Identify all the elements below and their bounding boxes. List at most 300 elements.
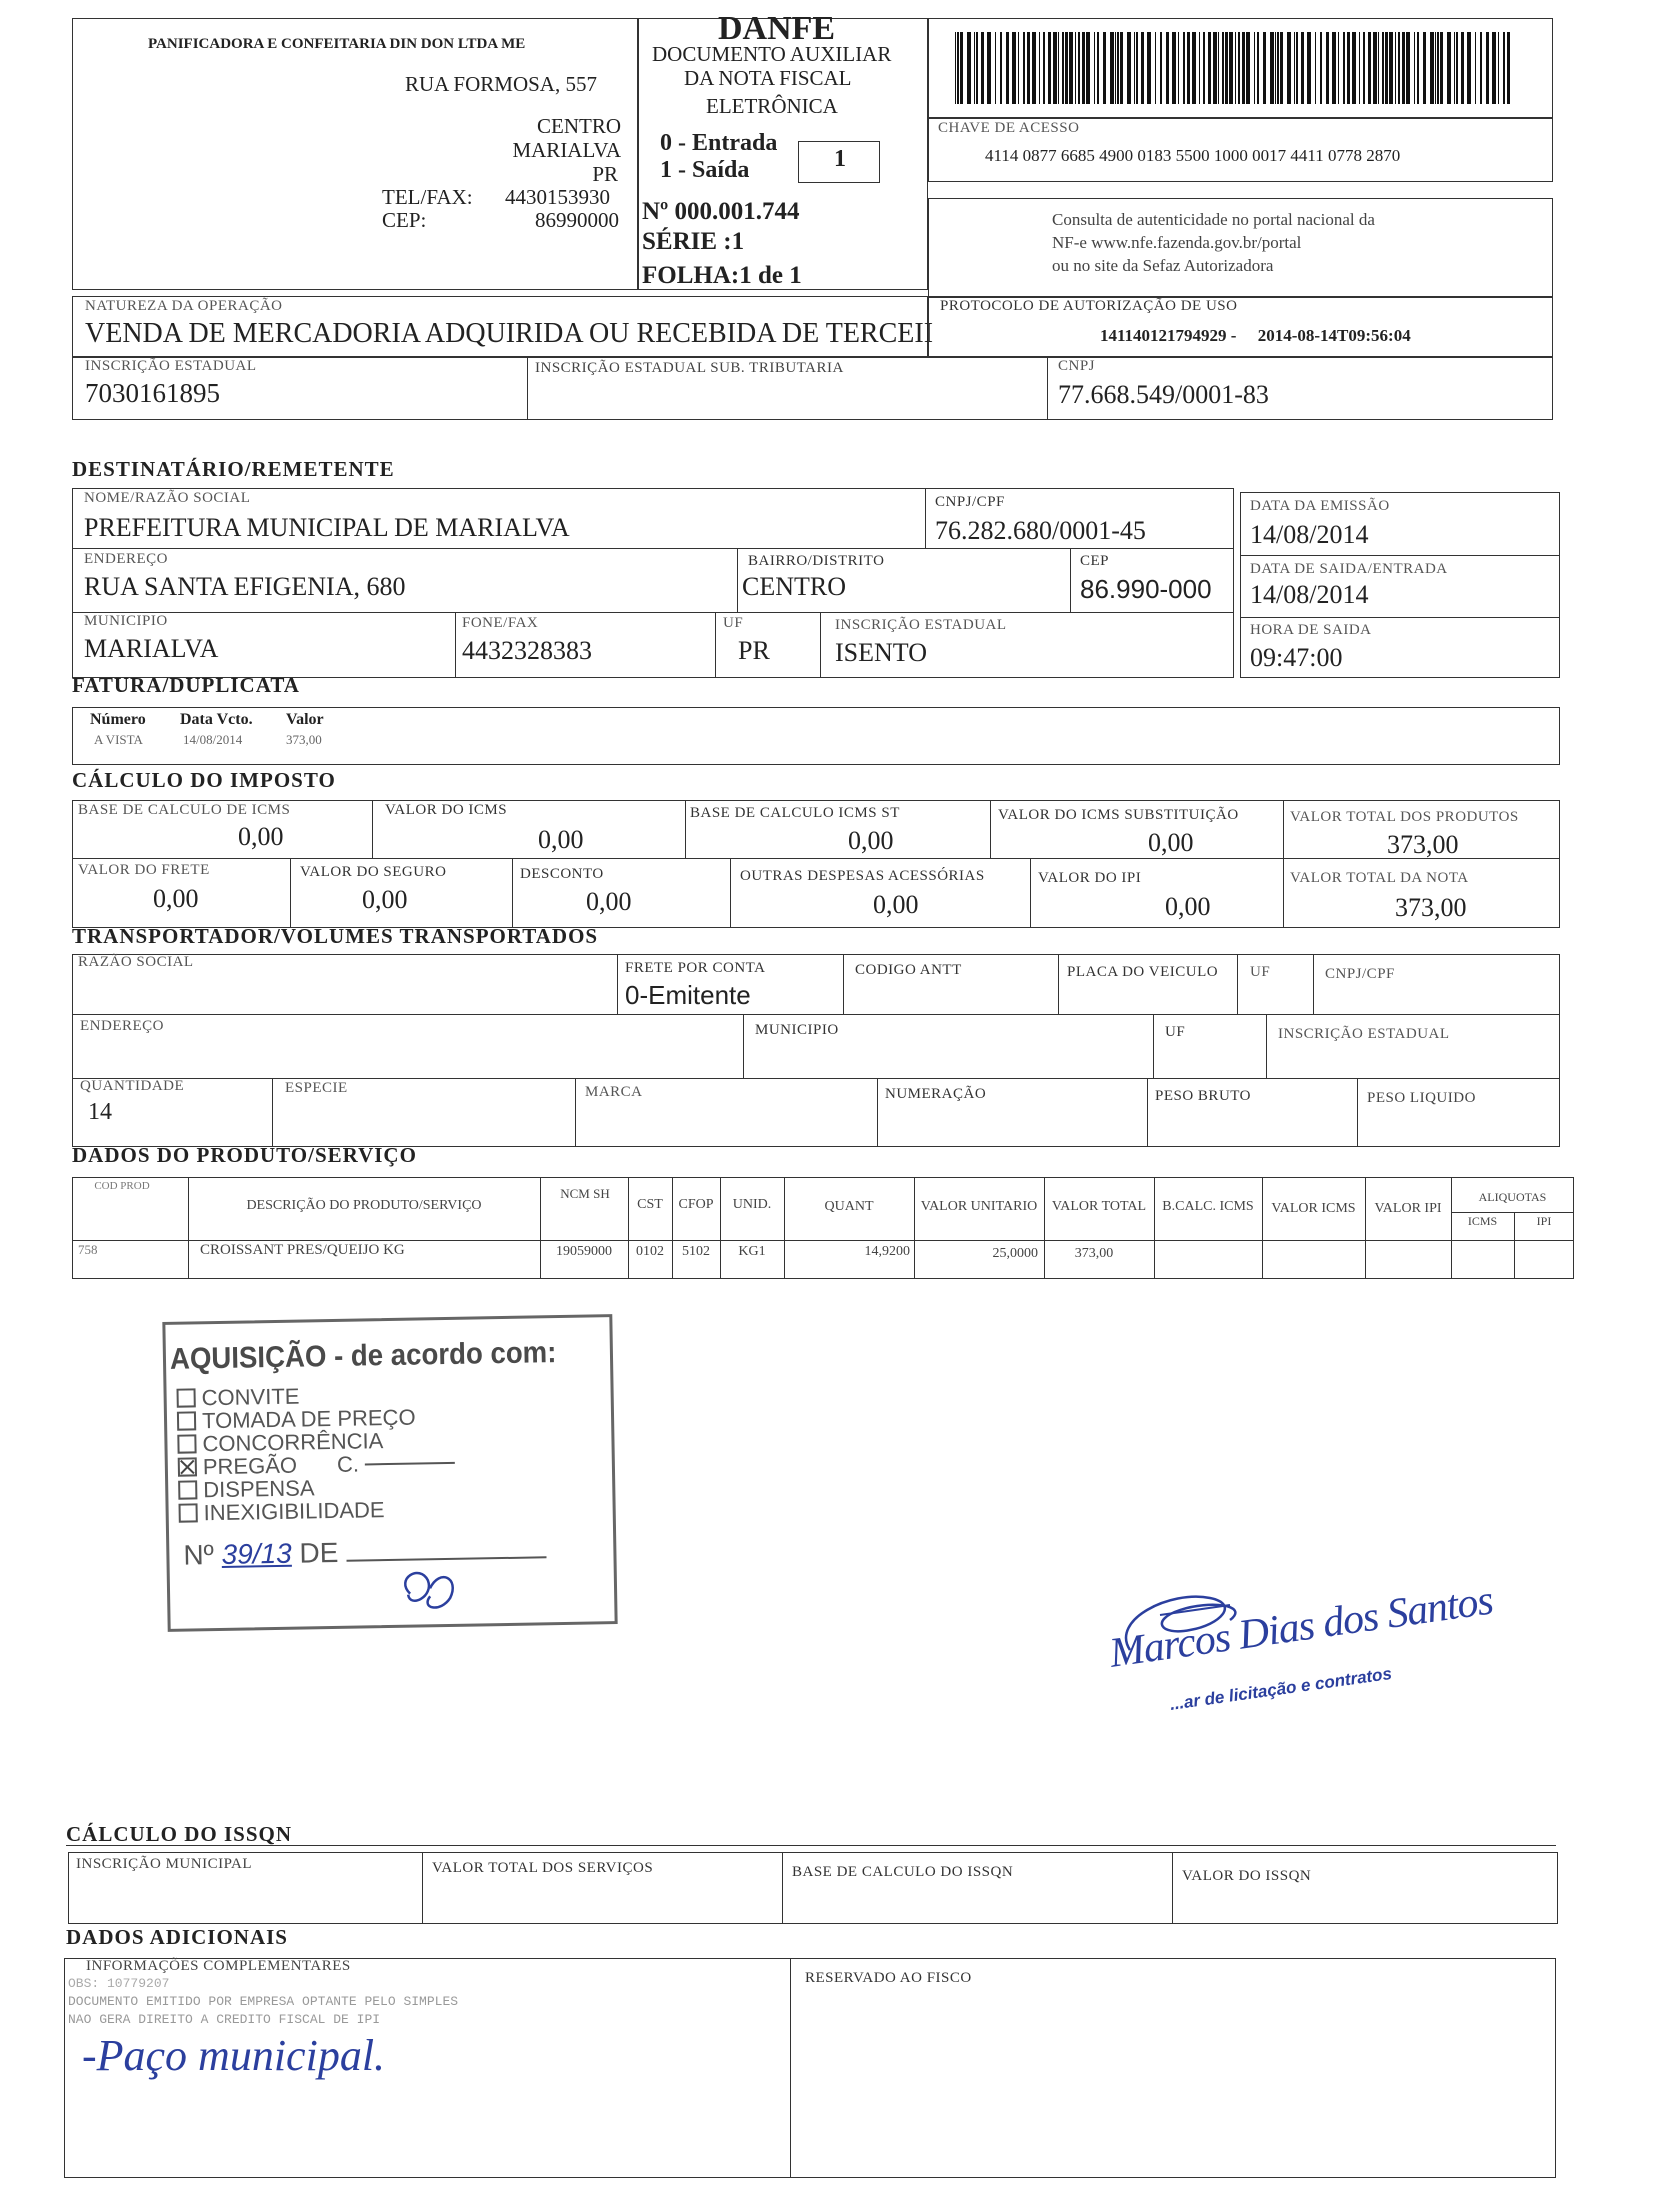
emitente-uf: PR xyxy=(592,162,618,186)
barcode-bar xyxy=(1294,32,1295,104)
stamp-rubric-signature xyxy=(390,1558,471,1619)
barcode-bar xyxy=(1027,32,1030,104)
divider xyxy=(1030,858,1031,928)
stamp-numero-line xyxy=(183,1533,546,1571)
icms-sub-label: VALOR DO ICMS SUBSTITUIÇÃO xyxy=(998,807,1239,823)
barcode-bar xyxy=(1503,32,1505,104)
barcode-bar xyxy=(1454,32,1455,104)
barcode-bar xyxy=(1155,32,1156,104)
base-st: 0,00 xyxy=(848,826,894,855)
divider xyxy=(72,1014,1560,1015)
barcode-bar xyxy=(1456,32,1458,104)
divider xyxy=(784,1177,785,1279)
dest-municipio: MARIALVA xyxy=(84,634,219,663)
issqn-box xyxy=(68,1852,1558,1924)
dest-bairro: CENTRO xyxy=(742,572,846,601)
divider xyxy=(672,1177,673,1279)
cell-descricao: CROISSANT PRES/QUEIJO KG xyxy=(200,1242,405,1258)
barcode-bar xyxy=(1492,32,1496,104)
signature-name: Marcos Dias dos Santos xyxy=(1106,1577,1496,1677)
dest-fone: 4432328383 xyxy=(462,636,592,665)
th-valor-unit: VALOR UNITARIO xyxy=(920,1199,1038,1214)
desconto-label: DESCONTO xyxy=(520,866,604,882)
barcode-bar xyxy=(1225,32,1228,104)
barcode-bar xyxy=(1023,32,1025,104)
barcode-bar xyxy=(1141,32,1144,104)
divider xyxy=(628,1177,629,1279)
natureza-label: NATUREZA DA OPERAÇÃO xyxy=(85,298,283,314)
th-quant: QUANT xyxy=(824,1199,874,1214)
chave-label: CHAVE DE ACESSO xyxy=(938,120,1080,136)
barcode-bar xyxy=(1301,32,1304,104)
divider xyxy=(1365,1177,1366,1279)
base-st-label: BASE DE CALCULO ICMS ST xyxy=(690,805,900,821)
divider xyxy=(737,548,738,612)
barcode-bar xyxy=(1257,32,1259,104)
barcode-bar xyxy=(1053,32,1057,104)
stamp-title: AQUISIÇÃO - de acordo com: xyxy=(169,1336,557,1376)
dest-saida-label: DATA DE SAIDA/ENTRADA xyxy=(1250,561,1448,577)
barcode-bar xyxy=(1475,32,1476,104)
divider xyxy=(372,800,373,858)
barcode-bar xyxy=(1094,32,1095,104)
divider xyxy=(914,1177,915,1279)
dest-endereco-label: ENDEREÇO xyxy=(84,551,168,567)
transp-marca-label: MARCA xyxy=(585,1084,643,1100)
fatura-numero: A VISTA xyxy=(94,732,143,747)
divider xyxy=(617,954,618,1014)
barcode-bar xyxy=(1012,32,1016,104)
barcode-bar xyxy=(1048,32,1051,104)
barcode-bar xyxy=(1127,32,1131,104)
transp-municipio-label: MUNICIPIO xyxy=(755,1022,839,1038)
dest-bairro-label: BAIRRO/DISTRITO xyxy=(748,553,885,569)
divider xyxy=(743,1014,744,1078)
barcode-bar xyxy=(1222,32,1224,104)
dest-ie: ISENTO xyxy=(835,638,927,667)
barcode-bar xyxy=(1461,32,1464,104)
dest-cep: 86.990-000 xyxy=(1080,574,1212,604)
barcode-bar xyxy=(1423,32,1426,104)
divider xyxy=(1451,1212,1574,1213)
stamp-numero-prefix: Nº xyxy=(183,1539,215,1571)
fatura-data: 14/08/2014 xyxy=(183,732,243,747)
barcode-bar xyxy=(1280,32,1283,104)
barcode-bar xyxy=(1343,32,1345,104)
divider xyxy=(1047,356,1048,420)
barcode-bar xyxy=(1242,32,1245,104)
barcode-bar xyxy=(995,32,996,104)
signature-role: ...ar de licitação e contratos xyxy=(1168,1663,1393,1714)
divider xyxy=(1153,1014,1154,1078)
divider xyxy=(720,1177,721,1279)
barcode-bar xyxy=(1270,32,1274,104)
barcode-bar xyxy=(955,32,956,104)
dest-emissao: 14/08/2014 xyxy=(1250,520,1369,549)
stamp-c-label: C. xyxy=(336,1451,360,1477)
barcode-bar xyxy=(1498,32,1499,104)
barcode-bar xyxy=(1238,32,1240,104)
emitente-cep-label: CEP: xyxy=(382,208,427,232)
emitente-cidade: MARIALVA xyxy=(512,138,621,162)
cell-unid: KG1 xyxy=(738,1244,766,1259)
dest-cnpj-label: CNPJ/CPF xyxy=(935,494,1005,510)
divider xyxy=(290,858,291,928)
dest-saida: 14/08/2014 xyxy=(1250,580,1369,609)
transp-uf2-label: UF xyxy=(1165,1024,1186,1040)
barcode-bar xyxy=(1414,32,1415,104)
barcode-bar xyxy=(1275,32,1276,104)
fatura-valor: 373,00 xyxy=(286,732,322,747)
ie-sub-label: INSCRIÇÃO ESTADUAL SUB. TRIBUTARIA xyxy=(535,360,844,376)
barcode-bar xyxy=(1134,32,1135,104)
barcode-bar xyxy=(1075,32,1076,104)
barcode-bar xyxy=(1382,32,1384,104)
danfe-title: DANFE xyxy=(718,10,836,47)
issqn-title: CÁLCULO DO ISSQN xyxy=(66,1822,293,1846)
consulta-line-3: ou no site da Sefaz Autorizadora xyxy=(1052,256,1274,275)
stamp-option-inexigibilidade xyxy=(178,1497,455,1525)
divider xyxy=(1313,954,1314,1014)
emitente-nome: PANIFICADORA E CONFEITARIA DIN DON LTDA ME xyxy=(148,36,526,52)
transp-frete: 0-Emitente xyxy=(625,980,751,1010)
transporte-title: TRANSPORTADOR/VOLUMES TRANSPORTADOS xyxy=(72,924,599,948)
option-label: DISPENSA xyxy=(203,1474,315,1502)
dest-ie-label: INSCRIÇÃO ESTADUAL xyxy=(835,617,1007,633)
barcode-bar xyxy=(1078,32,1080,104)
barcode-bar xyxy=(1332,32,1336,104)
divider xyxy=(990,800,991,858)
dest-hora-label: HORA DE SAIDA xyxy=(1250,622,1372,638)
barcode-bar xyxy=(1287,32,1291,104)
stamp-de: DE xyxy=(299,1536,339,1569)
divider xyxy=(1240,555,1560,556)
divider xyxy=(730,858,731,928)
divider xyxy=(1044,1177,1045,1279)
barcode-bar xyxy=(1058,32,1059,104)
barcode-bar xyxy=(1398,32,1400,104)
cell-valor-total: 373,00 xyxy=(1074,1246,1114,1261)
divider xyxy=(790,1958,791,2178)
danfe-subtitle-2: DA NOTA FISCAL xyxy=(684,66,852,90)
barcode-bar xyxy=(1368,32,1371,104)
option-label: INEXIGIBILIDADE xyxy=(203,1496,385,1525)
cnpj-label: CNPJ xyxy=(1058,358,1096,374)
barcode-bar xyxy=(1363,32,1365,104)
th-unid: UNID. xyxy=(732,1197,772,1212)
stamp-options xyxy=(176,1382,456,1525)
chave-valor: 4114 0877 6685 4900 0183 5500 1000 0017 4411 0778 2870 xyxy=(985,146,1401,165)
barcode-bar xyxy=(1115,32,1116,104)
dest-fone-label: FONE/FAX xyxy=(462,615,539,631)
dest-nome: PREFEITURA MUNICIPAL DE MARIALVA xyxy=(84,513,570,542)
checkbox-icon xyxy=(177,1411,196,1430)
barcode-bar xyxy=(1406,32,1410,104)
th-valor-total: VALOR TOTAL xyxy=(1051,1199,1147,1214)
stamp-numero-value: 39/13 xyxy=(221,1537,292,1570)
stamp-c-line xyxy=(365,1461,455,1465)
issqn-base-label: BASE DE CALCULO DO ISSQN xyxy=(792,1864,1014,1880)
fatura-numero-label: Número xyxy=(90,711,146,728)
barcode-bar xyxy=(1437,32,1439,104)
emitente-cep: 86990000 xyxy=(535,208,619,232)
info-label: INFORMAÇÕES COMPLEMENTARES xyxy=(86,1958,351,1974)
total-produtos-label: VALOR TOTAL DOS PRODUTOS xyxy=(1290,809,1519,825)
barcode-bar xyxy=(1166,32,1169,104)
info-line-2: DOCUMENTO EMITIDO POR EMPRESA OPTANTE PELO SIMPLES xyxy=(68,1994,459,2009)
barcode-bar xyxy=(1235,32,1236,104)
divider xyxy=(272,1078,273,1147)
barcode-bar xyxy=(1082,32,1085,104)
transp-ie-label: INSCRIÇÃO ESTADUAL xyxy=(1278,1026,1450,1042)
th-descricao: DESCRIÇÃO DO PRODUTO/SERVIÇO xyxy=(246,1198,482,1213)
barcode-bar xyxy=(1467,32,1471,104)
barcode-bar xyxy=(1435,32,1436,104)
barcode-bar xyxy=(1326,32,1329,104)
transp-endereco-label: ENDEREÇO xyxy=(80,1018,164,1034)
cell-valor-unit: 25,0000 xyxy=(992,1246,1038,1261)
barcode-bar xyxy=(1315,32,1316,104)
th-aliquotas: ALIQUOTAS xyxy=(1478,1190,1547,1204)
option-label: PREGÃO xyxy=(202,1452,298,1479)
barcode-bar xyxy=(1032,32,1036,104)
divider xyxy=(782,1852,783,1924)
seguro: 0,00 xyxy=(362,885,408,914)
dest-cep-label: CEP xyxy=(1080,553,1110,569)
barcode-bar xyxy=(1480,32,1482,104)
barcode-bar xyxy=(1000,32,1002,104)
cell-cst: 0102 xyxy=(636,1244,664,1259)
natureza-valor: VENDA DE MERCADORIA ADQUIRIDA OU RECEBIDA DE TERCEII xyxy=(85,318,934,349)
info-line-3: NAO GERA DIREITO A CREDITO FISCAL DE IPI xyxy=(68,2012,381,2027)
barcode-bar xyxy=(1347,32,1350,104)
protocolo-valor: 141140121794929 - 2014-08-14T09:56:04 xyxy=(1100,326,1411,345)
barcode-bar xyxy=(1402,32,1405,104)
danfe-tipo: 1 xyxy=(834,146,846,172)
divider xyxy=(72,612,1234,613)
barcode-bar xyxy=(1378,32,1379,104)
cnpj-valor: 77.668.549/0001-83 xyxy=(1058,380,1269,409)
ipi-label: VALOR DO IPI xyxy=(1038,870,1142,886)
barcode-bar xyxy=(1320,32,1322,104)
barcode-bar xyxy=(1097,32,1099,104)
cell-cfop: 5102 xyxy=(682,1244,710,1259)
barcode-bar xyxy=(1172,32,1176,104)
barcode-bar xyxy=(957,32,959,104)
barcode-bar xyxy=(981,32,984,104)
danfe-serie: SÉRIE :1 xyxy=(642,228,745,255)
barcode-bar xyxy=(1039,32,1040,104)
barcode-bar xyxy=(1229,32,1233,104)
barcode-bar xyxy=(1203,32,1205,104)
th-aliq-ipi: IPI xyxy=(1536,1214,1552,1228)
ie-valor: 7030161895 xyxy=(85,378,220,408)
dest-hora: 09:47:00 xyxy=(1250,643,1343,672)
barcode-bar xyxy=(1254,32,1255,104)
destinatario-title: DESTINATÁRIO/REMETENTE xyxy=(72,457,395,481)
barcode-bar xyxy=(960,32,963,104)
divider xyxy=(843,954,844,1014)
dest-emissao-label: DATA DA EMISSÃO xyxy=(1250,498,1390,514)
barcode-bar xyxy=(1110,32,1114,104)
barcode-bar xyxy=(976,32,978,104)
fisco-label: RESERVADO AO FISCO xyxy=(805,1970,972,1986)
transp-peso-bruto-label: PESO BRUTO xyxy=(1155,1088,1251,1104)
divider xyxy=(820,612,821,678)
produtos-title: DADOS DO PRODUTO/SERVIÇO xyxy=(72,1143,417,1167)
issqn-valor-label: VALOR DO ISSQN xyxy=(1182,1868,1312,1884)
barcode-bar xyxy=(1120,32,1123,104)
emitente-endereco: RUA FORMOSA, 557 xyxy=(405,72,597,96)
option-label: CONCORRÊNCIA xyxy=(202,1427,384,1456)
barcode-bar xyxy=(1062,32,1064,104)
dest-endereco: RUA SANTA EFIGENIA, 680 xyxy=(84,572,406,601)
barcode-bar xyxy=(1136,32,1138,104)
divider xyxy=(1240,617,1560,618)
barcode-bar xyxy=(1117,32,1119,104)
barcode-bar xyxy=(1192,32,1196,104)
barcode-bar xyxy=(1277,32,1279,104)
fatura-title: FATURA/DUPLICATA xyxy=(72,673,300,697)
divider xyxy=(72,1078,1560,1079)
divider xyxy=(685,800,686,858)
transp-cnpj-label: CNPJ/CPF xyxy=(1325,966,1395,982)
divider xyxy=(188,1177,189,1279)
issqn-servicos-label: VALOR TOTAL DOS SERVIÇOS xyxy=(432,1860,654,1876)
checkbox-icon xyxy=(178,1480,197,1499)
barcode-bar xyxy=(1417,32,1419,104)
divider xyxy=(575,1078,576,1147)
divider xyxy=(72,548,1234,549)
seguro-label: VALOR DO SEGURO xyxy=(300,864,447,880)
divider xyxy=(540,1177,541,1279)
th-cfop: CFOP xyxy=(678,1197,714,1212)
info-line-1: OBS: 10779207 xyxy=(68,1976,170,1991)
barcode-bar xyxy=(1187,32,1190,104)
barcode-bar xyxy=(967,32,971,104)
transp-frete-label: FRETE POR CONTA xyxy=(625,960,766,976)
transp-peso-liquido-label: PESO LIQUIDO xyxy=(1367,1090,1476,1106)
dest-municipio-label: MUNICIPIO xyxy=(84,613,168,629)
cell-ncm: 19059000 xyxy=(556,1244,612,1259)
barcode-bar xyxy=(1218,32,1219,104)
divider xyxy=(455,612,456,678)
danfe-saida: 1 - Saída xyxy=(660,157,750,183)
outras-label: OUTRAS DESPESAS ACESSÓRIAS xyxy=(740,868,985,884)
frete-label: VALOR DO FRETE xyxy=(78,862,210,878)
frete: 0,00 xyxy=(153,884,199,913)
th-cod: COD PROD xyxy=(94,1180,150,1192)
imposto-title: CÁLCULO DO IMPOSTO xyxy=(72,768,336,792)
divider xyxy=(925,488,926,548)
transp-numeracao-label: NUMERAÇÃO xyxy=(885,1086,987,1102)
th-ncm: NCM SH xyxy=(560,1186,610,1201)
protocolo-label: PROTOCOLO DE AUTORIZAÇÃO DE USO xyxy=(940,298,1238,314)
consulta-line-2: NF-e www.nfe.fazenda.gov.br/portal xyxy=(1052,233,1302,252)
th-valor-ipi: VALOR IPI xyxy=(1374,1201,1442,1216)
barcode-bar xyxy=(974,32,975,104)
barcode-bar xyxy=(1086,32,1090,104)
barcode-bar xyxy=(1296,32,1298,104)
barcode-bar xyxy=(1043,32,1045,104)
th-cst: CST xyxy=(637,1197,663,1212)
divider xyxy=(877,1078,878,1147)
transp-antt-label: CODIGO ANTT xyxy=(855,962,962,978)
divider xyxy=(72,1240,1574,1241)
th-valor-icms: VALOR ICMS xyxy=(1271,1201,1356,1216)
emitente-tel: 4430153930 xyxy=(505,185,610,209)
barcode-image xyxy=(955,32,1515,104)
divider xyxy=(1357,1078,1358,1147)
divider xyxy=(1147,1078,1148,1147)
divider xyxy=(72,858,1560,859)
barcode-bar xyxy=(1160,32,1162,104)
barcode-bar xyxy=(1486,32,1489,104)
valor-icms: 0,00 xyxy=(538,825,584,854)
ie-label: INSCRIÇÃO ESTADUAL xyxy=(85,358,257,374)
cell-quant: 14,9200 xyxy=(864,1244,910,1259)
cell-cod: 758 xyxy=(78,1242,98,1257)
issqn-im-label: INSCRIÇÃO MUNICIPAL xyxy=(76,1856,253,1872)
barcode-bar xyxy=(1208,32,1211,104)
fatura-valor-label: Valor xyxy=(286,711,324,728)
option-label: CONVITE xyxy=(201,1383,300,1410)
barcode-bar xyxy=(1359,32,1360,104)
valor-icms-label: VALOR DO ICMS xyxy=(385,802,508,818)
barcode-bar xyxy=(1065,32,1068,104)
dest-cnpj: 76.282.680/0001-45 xyxy=(935,516,1146,545)
barcode-bar xyxy=(1338,32,1339,104)
danfe-numero: Nº 000.001.744 xyxy=(642,198,800,225)
dest-nome-label: NOME/RAZÃO SOCIAL xyxy=(84,490,251,506)
transp-quantidade: 14 xyxy=(88,1099,112,1125)
dest-uf-label: UF xyxy=(723,615,744,631)
emitente-bairro: CENTRO xyxy=(537,114,621,138)
fatura-data-label: Data Vcto. xyxy=(180,711,253,728)
transp-especie-label: ESPECIE xyxy=(285,1080,348,1096)
divider xyxy=(1283,800,1284,928)
divider xyxy=(1172,1852,1173,1924)
base-icms: 0,00 xyxy=(238,822,284,851)
total-nota: 373,00 xyxy=(1395,893,1467,922)
checkbox-icon xyxy=(179,1503,198,1522)
total-produtos: 373,00 xyxy=(1387,830,1459,859)
produtos-table xyxy=(72,1177,1574,1279)
th-bcalc: B.CALC. ICMS xyxy=(1162,1199,1254,1214)
barcode-bar xyxy=(1178,32,1179,104)
barcode-bar xyxy=(1213,32,1217,104)
danfe-subtitle-1: DOCUMENTO AUXILIAR xyxy=(652,42,892,66)
barcode-bar xyxy=(1263,32,1266,104)
desconto: 0,00 xyxy=(586,887,632,916)
transp-uf-label: UF xyxy=(1250,964,1271,980)
divider xyxy=(1237,954,1238,1014)
barcode-bar xyxy=(1373,32,1377,104)
barcode-bar xyxy=(1430,32,1434,104)
divider xyxy=(1266,1014,1267,1078)
barcode-bar xyxy=(1246,32,1250,104)
barcode-bar xyxy=(1199,32,1200,104)
checkbox-icon xyxy=(177,1434,196,1453)
emitente-tel-label: TEL/FAX: xyxy=(382,185,473,209)
handwritten-note: -Paço municipal. xyxy=(82,2031,386,2080)
consulta-line-1: Consulta de autenticidade no portal nacional da xyxy=(1052,210,1375,229)
divider xyxy=(1154,1177,1155,1279)
ipi: 0,00 xyxy=(1165,892,1211,921)
divider xyxy=(66,1845,1556,1846)
barcode-bar xyxy=(1352,32,1356,104)
barcode-bar xyxy=(1447,32,1451,104)
